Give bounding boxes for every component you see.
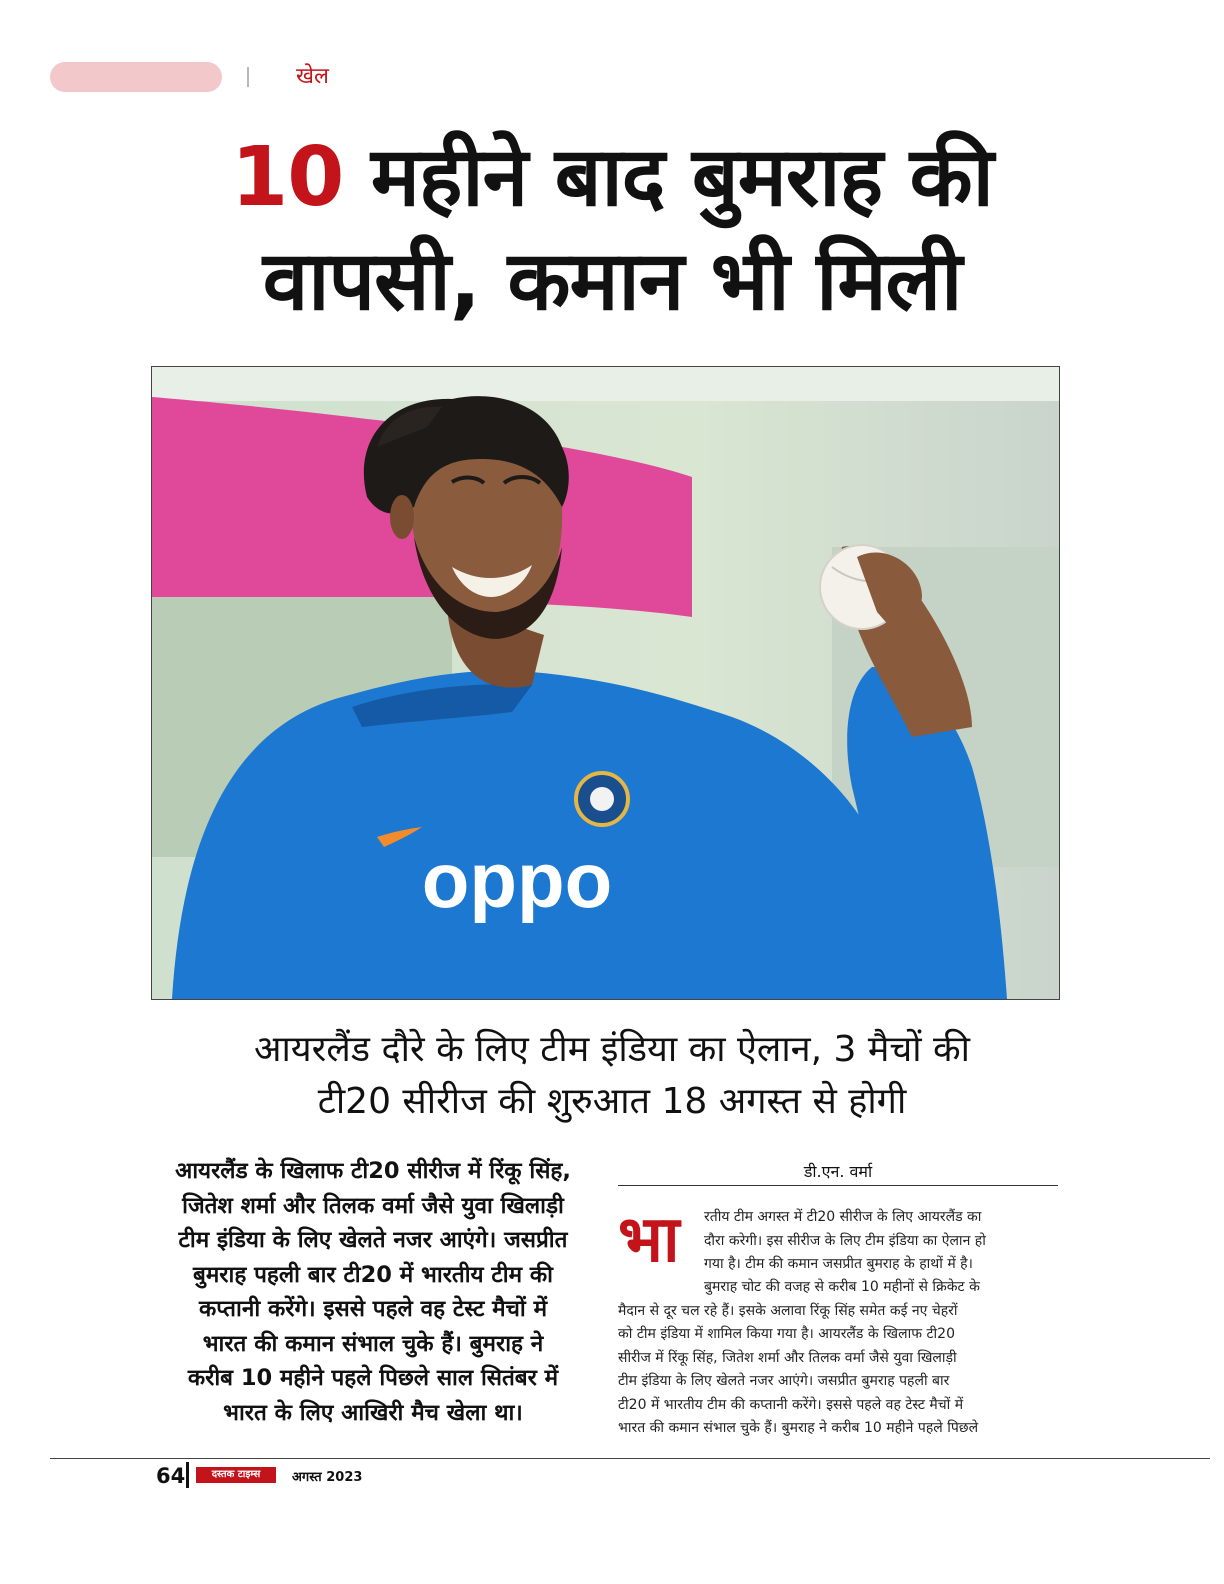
header-separator xyxy=(247,67,249,87)
issue-date: अगस्त 2023 xyxy=(292,1470,363,1485)
article-line: गया है। टीम की कमान जसप्रीत बुमराह के हाथों में है। xyxy=(704,1256,973,1272)
footer-divider xyxy=(50,1458,1210,1459)
byline: डी.एन. वर्मा xyxy=(803,1162,873,1181)
footer-separator xyxy=(186,1462,189,1488)
lead-paragraph xyxy=(150,1154,596,1430)
byline-divider xyxy=(618,1185,1058,1186)
article-line: दौरा करेगी। इस सीरीज के लिए टीम इंडिया का ऐलान हो xyxy=(704,1232,986,1249)
jersey-sponsor-text: oppo xyxy=(421,836,613,924)
lead-line: करीब 10 महीने पहले पिछले साल सितंबर में xyxy=(187,1365,559,1391)
article-line: को टीम इंडिया में शामिल किया गया है। आयरलैंड के खिलाफ टी20 xyxy=(618,1326,955,1342)
article-line: मैदान से दूर चल रहे हैं। इसके अलावा रिंकू सिंह समेत कई नए चेहरों xyxy=(618,1302,958,1319)
subheadline xyxy=(100,1024,1124,1128)
section-label: खेल xyxy=(296,64,329,89)
subheadline-line-1: आयरलैंड दौरे के लिए टीम इंडिया का ऐलान, 3 मैचों की xyxy=(253,1029,971,1070)
lead-line: भारत के लिए आखिरी मैच खेला था। xyxy=(223,1399,523,1426)
article-line: भारत की कमान संभाल चुके हैं। बुमराह ने करीब 10 महीने पहले पिछले xyxy=(618,1420,979,1436)
subheadline-line-2: टी20 सीरीज की शुरुआत 18 अगस्त से होगी xyxy=(317,1081,907,1122)
player-photo xyxy=(151,366,1060,1000)
player-photo-illustration xyxy=(152,367,1059,999)
lead-line: आयरलैंड के खिलाफ टी20 सीरीज में रिंकू सिंह, xyxy=(175,1158,571,1184)
headline-line-2: वापसी, कमान भी मिली xyxy=(262,234,962,329)
article-line: टी20 में भारतीय टीम की कप्तानी करेंगे। इससे पहले वह टेस्ट मैचों में xyxy=(618,1396,964,1413)
article-line: बुमराह चोट की वजह से करीब 10 महीनों से क्रिकेट के xyxy=(704,1279,980,1295)
article-line: रतीय टीम अगस्त में टी20 सीरीज के लिए आयरलैंड का xyxy=(704,1209,982,1225)
lead-line: कप्तानी करेंगे। इससे पहले वह टेस्ट मैचों में xyxy=(198,1296,548,1322)
lead-line: भारत की कमान संभाल चुके हैं। बुमराह ने xyxy=(202,1330,544,1357)
article-body-intro xyxy=(704,1206,1058,1277)
header-pill xyxy=(50,62,222,92)
headline-line-1-rest: महीने बाद बुमराह की xyxy=(343,130,993,225)
article-line: टीम इंडिया के लिए खेलते नजर आएंगे। जसप्रीत बुमराह पहली बार xyxy=(618,1373,950,1389)
headline-number: 10 xyxy=(231,130,344,225)
lead-line: बुमराह पहली बार टी20 में भारतीय टीम की xyxy=(192,1261,553,1288)
page-number: 64 xyxy=(156,1464,186,1488)
drop-cap: भा xyxy=(618,1203,680,1277)
headline xyxy=(60,126,1164,334)
magazine-logo: दस्तक टाइम्स xyxy=(196,1467,276,1483)
article-line: सीरीज में रिंकू सिंह, जितेश शर्मा और तिलक वर्मा जैसे युवा खिलाड़ी xyxy=(618,1349,957,1366)
article-body xyxy=(618,1276,1058,1441)
lead-line: जितेश शर्मा और तिलक वर्मा जैसे युवा खिलाड़ी xyxy=(182,1192,564,1219)
headline-line-1 xyxy=(60,126,1164,230)
lead-line: टीम इंडिया के लिए खेलते नजर आएंगे। जसप्रीत xyxy=(178,1227,568,1253)
